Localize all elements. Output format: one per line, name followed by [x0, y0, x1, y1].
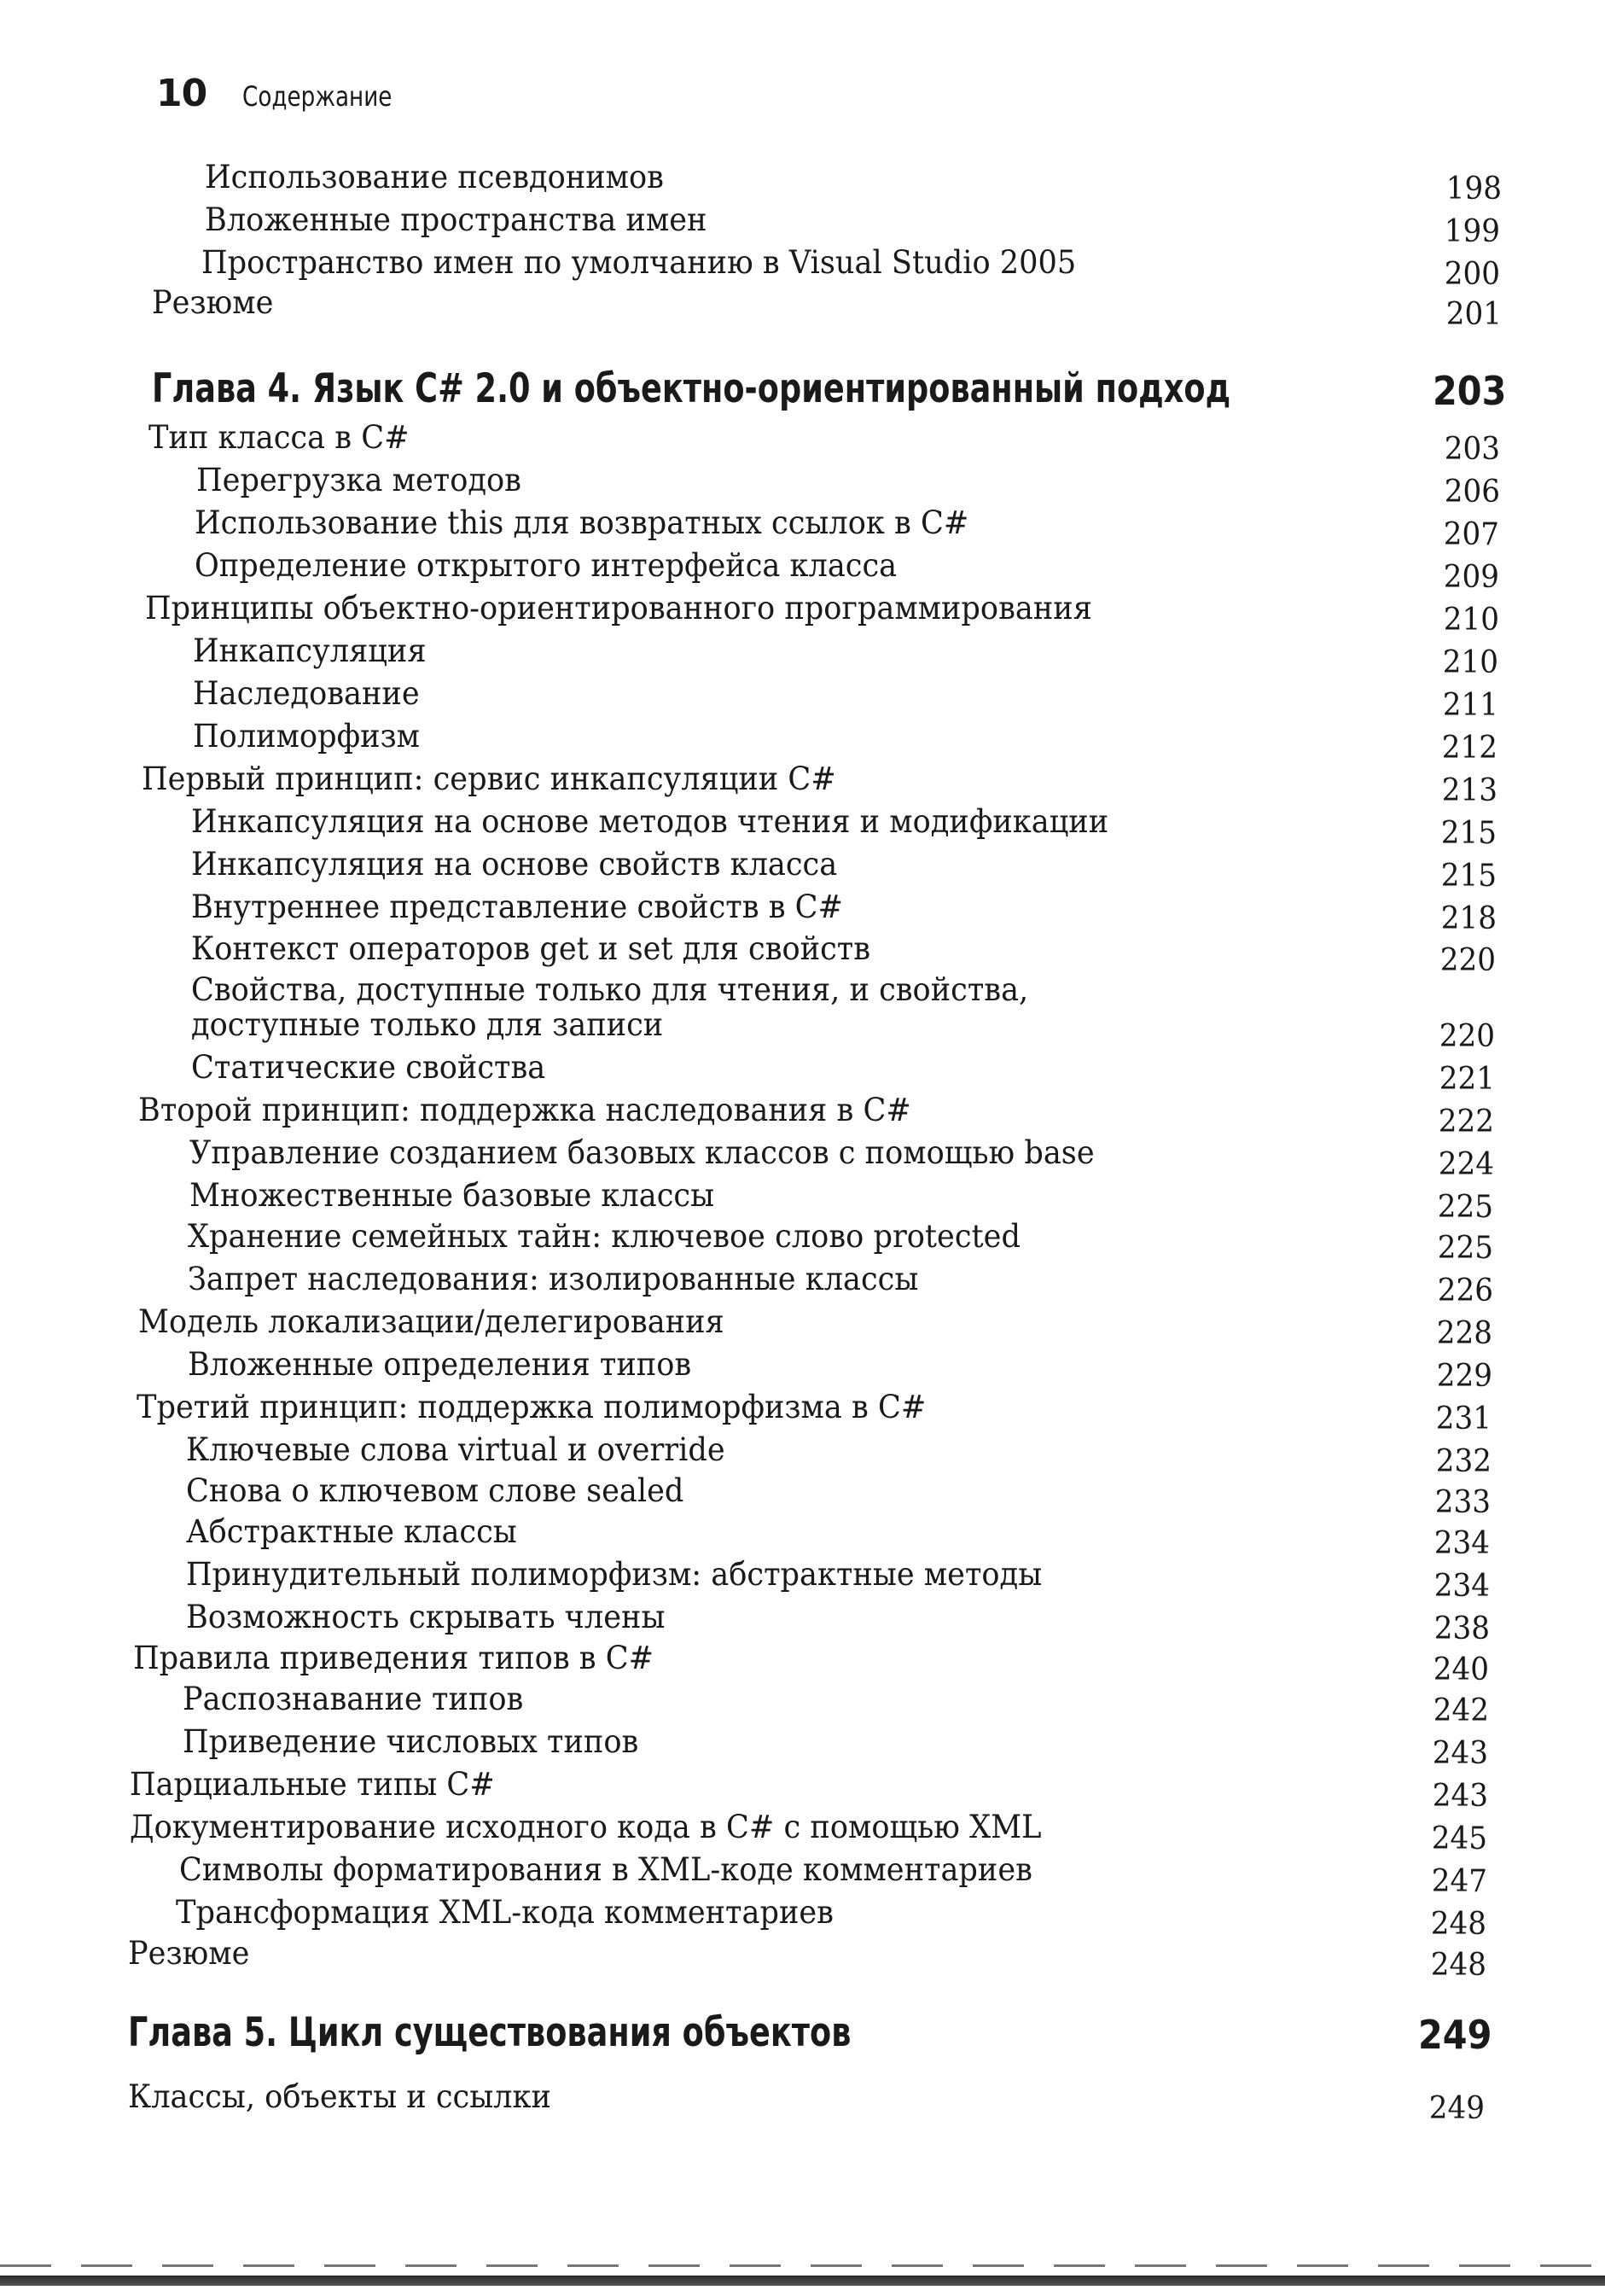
toc-entry: [0, 284, 1605, 332]
toc-entry: [0, 244, 1605, 292]
toc-entry-title: Трансформация XML-кода комментариев: [176, 1894, 834, 1931]
toc-entry: [0, 547, 1605, 595]
toc-entry-title: Ключевые слова virtual и override: [186, 1431, 725, 1468]
toc-entry: [0, 1049, 1605, 1097]
toc-entry: [0, 760, 1605, 808]
toc-entry-page: 201: [1445, 297, 1502, 332]
toc-entry-page: 243: [1432, 1736, 1488, 1771]
toc-entry-page: 232: [1435, 1444, 1492, 1479]
page-number: 10: [156, 72, 207, 115]
toc-entry-page: 210: [1442, 645, 1498, 680]
toc-chapter-title: Глава 4. Язык C# 2.0 и объектно-ориентированный подход: [152, 365, 1231, 412]
toc-entry-page: 248: [1430, 1907, 1486, 1942]
toc-entry: [0, 1134, 1605, 1182]
toc-entry-page: 240: [1433, 1652, 1489, 1687]
toc-entry-page: 231: [1435, 1401, 1492, 1436]
toc-entry-title: Резюме: [128, 1935, 250, 1972]
toc-entry-title: Использование псевдонимов: [205, 159, 664, 195]
toc-entry: [0, 590, 1605, 638]
toc-chapter-heading: [0, 365, 1605, 414]
toc-entry: [0, 1389, 1605, 1436]
toc-entry-page: 200: [1444, 257, 1500, 292]
toc-entry-title: Инкапсуляция: [193, 632, 427, 669]
toc-entry-title: Тип класса в C#: [148, 419, 410, 456]
toc-entry: [0, 462, 1605, 510]
running-header: [156, 72, 425, 115]
toc-entry: [0, 846, 1605, 894]
toc-entry-title: Резюме: [152, 284, 274, 321]
toc-entry-title: Определение открытого интерфейса класса: [195, 547, 898, 584]
toc-entry: [0, 1431, 1605, 1479]
toc-entry-page: 225: [1437, 1190, 1493, 1225]
toc-entry: [0, 159, 1605, 207]
toc-entry-page: 198: [1445, 172, 1502, 207]
toc-entry: [0, 1894, 1605, 1942]
toc-entry-title: Распознавание типов: [183, 1681, 524, 1717]
toc-entry-page: 212: [1441, 731, 1497, 766]
toc-entry-page: 215: [1440, 859, 1497, 894]
toc-entry-title: Пространство имен по умолчанию в Visual Studio 2005: [201, 244, 1077, 281]
toc-entry-title: Использование this для возвратных ссылок в C#: [195, 504, 969, 541]
toc-entry: [0, 1766, 1605, 1814]
toc-entry-page: 206: [1444, 475, 1500, 510]
toc-entry-page: 226: [1437, 1273, 1493, 1308]
toc-entry-page: 228: [1436, 1316, 1492, 1351]
toc-entry: [0, 803, 1605, 851]
scan-edge-dashes: [0, 2264, 1605, 2267]
toc-entry-title: Абстрактные классы: [186, 1513, 517, 1550]
toc-entry: [0, 2078, 1605, 2126]
toc-entry-title: Внутреннее представление свойств в C#: [191, 889, 844, 925]
toc-entry-title: Третий принцип: поддержка полиморфизма в C#: [137, 1389, 927, 1425]
toc-entry-title: Контекст операторов get и set для свойств: [191, 930, 871, 967]
toc-entry: [0, 1935, 1605, 1983]
toc-entry-page: 207: [1443, 517, 1499, 552]
toc-entry-page: 234: [1433, 1569, 1490, 1604]
toc-entry: [0, 419, 1605, 467]
toc-entry-page: 248: [1430, 1948, 1486, 1983]
toc-entry: [0, 1681, 1605, 1728]
toc-entry-title: Модель локализации/делегирования: [138, 1303, 724, 1340]
toc-entry-title: Парциальные типы C#: [130, 1766, 495, 1803]
toc-entry: [0, 889, 1605, 936]
toc-entry-page: 209: [1443, 560, 1499, 595]
running-header-title: Содержание: [242, 80, 393, 113]
toc-entry: [0, 930, 1605, 978]
toc-chapter-page: 203: [1433, 368, 1507, 414]
toc-entry-title: Инкапсуляция на основе методов чтения и модификации: [191, 803, 1109, 840]
toc-entry-page: 220: [1439, 943, 1496, 978]
toc-entry-page: 215: [1440, 816, 1497, 851]
toc-entry-title: доступные только для записи: [191, 1006, 664, 1043]
toc-entry: [0, 504, 1605, 552]
toc-entry: [0, 718, 1605, 766]
toc-entry: [0, 1177, 1605, 1225]
toc-entry-page: 210: [1443, 603, 1499, 638]
toc-entry-page: 203: [1444, 432, 1500, 467]
toc-entry-title: Классы, объекты и ссылки: [128, 2078, 551, 2115]
toc-entry-title: Перегрузка методов: [196, 462, 521, 498]
toc-chapter-page: 249: [1418, 2012, 1492, 2058]
toc-entry-title: Второй принцип: поддержка наследования в C#: [138, 1092, 911, 1128]
toc-entry-title: Запрет наследования: изолированные классы: [188, 1261, 919, 1297]
toc-entry-page: 247: [1431, 1864, 1487, 1899]
toc-entry-page: 224: [1438, 1147, 1494, 1182]
toc-entry: [0, 1723, 1605, 1771]
toc-entry: [0, 1006, 1605, 1054]
toc-entry-title: Документирование исходного кода в C# с помощью XML: [130, 1809, 1042, 1845]
toc-entry-page: 243: [1432, 1779, 1488, 1814]
toc-entry-page: 238: [1433, 1611, 1490, 1646]
toc-entry: [0, 1556, 1605, 1604]
toc-entry-page: 199: [1444, 214, 1500, 249]
toc-entry-title: Полиморфизм: [193, 718, 421, 755]
toc-entry-title: Свойства, доступные только для чтения, и свойства,: [191, 971, 1029, 1008]
toc-entry: [0, 1599, 1605, 1646]
toc-entry-title: Первый принцип: сервис инкапсуляции C#: [142, 760, 836, 797]
toc-chapter-heading: [0, 2009, 1605, 2058]
toc-entry-page: 233: [1434, 1485, 1491, 1520]
toc-entry-title: Возможность скрывать члены: [186, 1599, 666, 1635]
toc-entry-title: Принудительный полиморфизм: абстрактные методы: [186, 1556, 1043, 1593]
toc-entry: [0, 1261, 1605, 1308]
toc-entry-page: 245: [1431, 1821, 1487, 1856]
toc-entry-page: 249: [1428, 2091, 1485, 2126]
toc-entry-page: 218: [1440, 901, 1497, 936]
toc-entry: [0, 632, 1605, 680]
toc-entry-page: 225: [1437, 1231, 1493, 1266]
toc-entry-title: Вложенные определения типов: [188, 1346, 692, 1383]
toc-entry: [0, 201, 1605, 249]
toc-entry: [0, 1809, 1605, 1856]
toc-entry: [0, 1472, 1605, 1520]
toc-entry-title: Приведение числовых типов: [183, 1723, 639, 1760]
toc-entry-title: Принципы объектно-ориентированного программирования: [145, 590, 1092, 626]
toc-entry: [0, 1640, 1605, 1687]
toc-entry: [0, 1513, 1605, 1561]
toc-entry-title: Снова о ключевом слове sealed: [186, 1472, 684, 1509]
toc-entry-page: 220: [1439, 1019, 1495, 1054]
toc-entry-page: 234: [1433, 1526, 1490, 1561]
toc-entry-title: Управление созданием базовых классов с помощью base: [189, 1134, 1095, 1171]
toc-entry-page: 242: [1433, 1693, 1489, 1728]
toc-chapter-title: Глава 5. Цикл существования объектов: [128, 2009, 852, 2056]
toc-entry-title: Правила приведения типов в C#: [133, 1640, 654, 1676]
toc-entry-page: 222: [1438, 1104, 1494, 1139]
toc-entry: [0, 675, 1605, 723]
toc-entry-page: 213: [1441, 773, 1497, 808]
scan-bottom-edge: [0, 2276, 1605, 2286]
toc-entry: [0, 1303, 1605, 1351]
toc-entry-title: Символы форматирования в XML-коде комментариев: [179, 1851, 1032, 1888]
toc-entry-title: Инкапсуляция на основе свойств класса: [191, 846, 838, 883]
toc-entry-page: 229: [1436, 1359, 1492, 1394]
toc-entry-title: Наследование: [193, 675, 420, 712]
toc-entry: [0, 1092, 1605, 1139]
toc-entry: [0, 1346, 1605, 1394]
toc-entry-title: Множественные базовые классы: [189, 1177, 715, 1214]
toc-entry-title: Статические свойства: [191, 1049, 546, 1086]
toc-entry-page: 211: [1442, 688, 1498, 723]
toc-entry-title: Вложенные пространства имен: [205, 201, 707, 238]
toc-entry: [0, 1851, 1605, 1899]
toc-entry: [0, 1218, 1605, 1266]
toc-entry-title: Хранение семейных тайн: ключевое слово protected: [188, 1218, 1021, 1255]
toc-entry-page: 221: [1439, 1062, 1495, 1097]
